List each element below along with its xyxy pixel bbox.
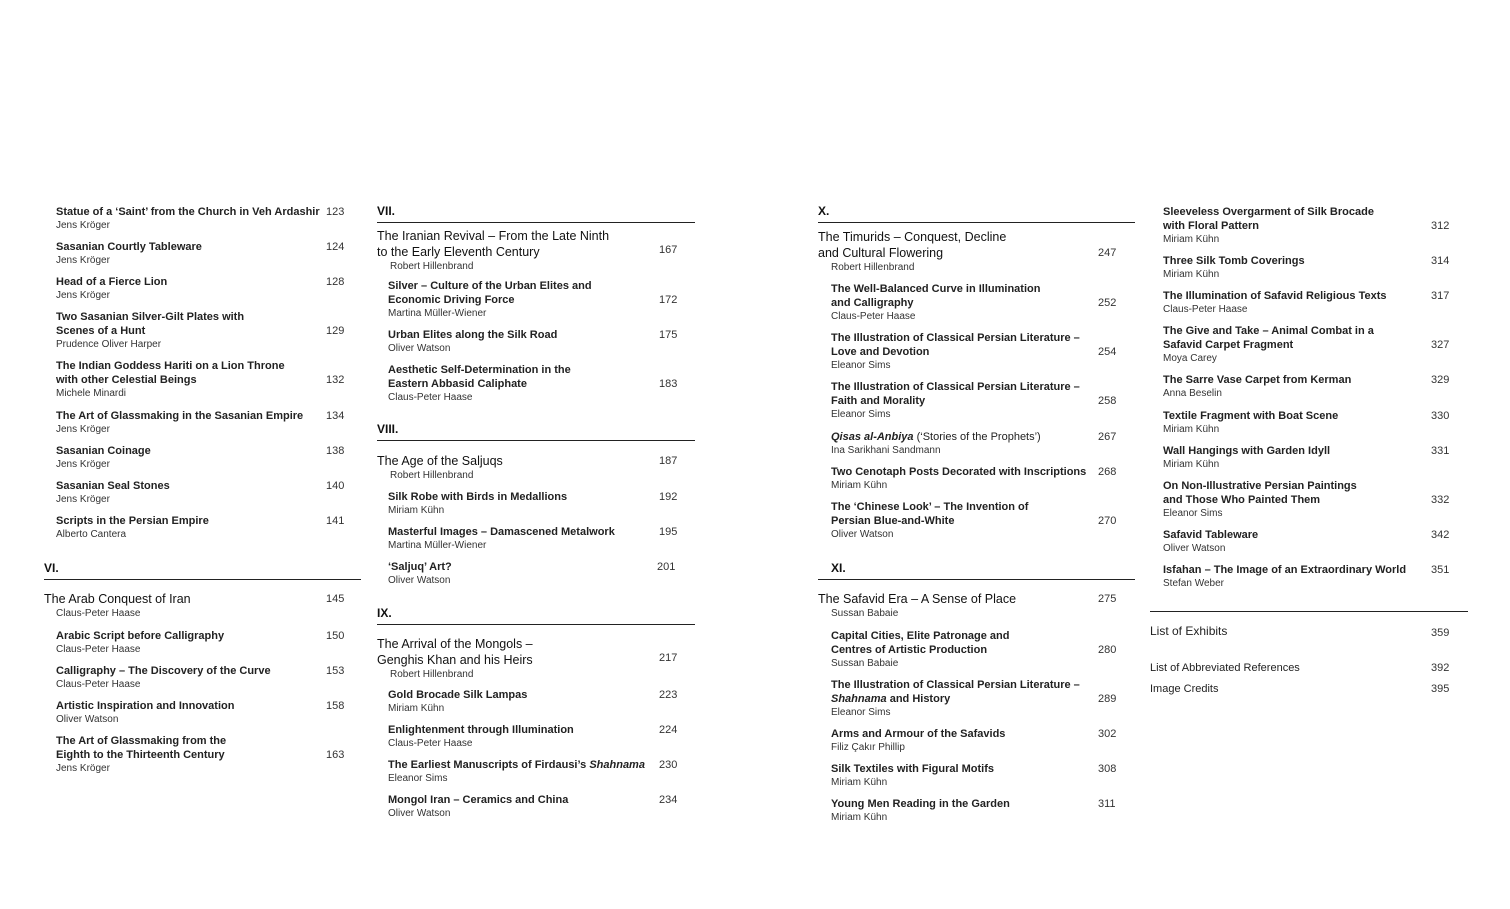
entry-author: Oliver Watson (388, 575, 451, 586)
entry-title: The ‘Chinese Look’ – The Invention of (831, 501, 1029, 513)
entry-title-text: The Earliest Manuscripts of Firdausi’s (388, 759, 587, 771)
page-number: 129 (326, 325, 345, 337)
entry-author: Prudence Oliver Harper (56, 339, 162, 350)
entry-author: Miriam Kühn (831, 812, 888, 823)
entry-title-line2: Scenes of a Hunt (56, 325, 146, 337)
toc-entry[interactable] (1163, 373, 1351, 401)
chapter-author: Claus-Peter Haase (56, 608, 141, 619)
page-number: 329 (1431, 374, 1450, 386)
page-number: 234 (659, 794, 678, 806)
chapter-entry[interactable] (377, 453, 503, 483)
entry-title: Textile Fragment with Boat Scene (1163, 410, 1339, 422)
entry-title: Sasanian Courtly Tableware (56, 241, 202, 253)
entry-title-line2: Eastern Abbasid Caliphate (388, 378, 527, 390)
page-number: 270 (1098, 515, 1117, 527)
entry-author: Miriam Kühn (831, 777, 888, 788)
entry-title: Sasanian Coinage (56, 445, 151, 457)
page-number: 254 (1098, 346, 1117, 358)
page-number: 124 (326, 241, 345, 253)
entry-title-line2: and Those Who Painted Them (1163, 494, 1321, 506)
toc-entry[interactable] (831, 762, 994, 790)
page-number: 145 (326, 593, 345, 605)
chapter-title: The Safavid Era – A Sense of Place (818, 592, 1017, 606)
toc-entry[interactable] (831, 629, 1010, 671)
page-number: 187 (659, 455, 678, 467)
entry-title: The Sarre Vase Carpet from Kerman (1163, 374, 1352, 386)
toc-entry[interactable] (388, 279, 592, 321)
chapter-title-line2: Genghis Khan and his Heirs (377, 653, 533, 667)
entry-author: Martina Müller-Wiener (388, 540, 487, 551)
entry-author: Eleanor Sims (831, 409, 891, 420)
page-number: 359 (1431, 627, 1450, 639)
chapter-author: Robert Hillenbrand (390, 470, 474, 481)
entry-title: List of Abbreviated References (1150, 662, 1300, 674)
entry-title: Head of a Fierce Lion (56, 276, 168, 288)
entry-author: Oliver Watson (831, 529, 894, 540)
entry-title-line2: Faith and Morality (831, 395, 926, 407)
page-number: 167 (659, 244, 678, 256)
entry-author: Miriam Kühn (1163, 459, 1220, 470)
entry-title-line2: with other Celestial Beings (56, 374, 197, 386)
section-number: IX. (377, 606, 392, 620)
page-number: 201 (657, 561, 676, 573)
back-matter-entry[interactable] (1150, 682, 1218, 696)
page-number: 175 (659, 329, 678, 341)
section-number: VI. (44, 561, 59, 575)
chapter-author: Robert Hillenbrand (390, 261, 474, 272)
page-number: 132 (326, 374, 345, 386)
entry-author: Oliver Watson (56, 714, 119, 725)
entry-title: The Illustration of Classical Persian Literature – (831, 381, 1080, 393)
entry-title: Arabic Script before Calligraphy (56, 630, 225, 642)
entry-title-line2: Centres of Artistic Production (831, 644, 988, 656)
entry-author: Miriam Kühn (1163, 269, 1220, 280)
chapter-title: The Iranian Revival – From the Late Ninth (377, 229, 610, 243)
toc-entry[interactable] (56, 409, 303, 437)
entry-author: Claus-Peter Haase (388, 738, 473, 749)
chapter-author: Robert Hillenbrand (831, 262, 915, 273)
toc-entry[interactable] (831, 380, 1080, 422)
entry-title-italic: Shahnama (589, 759, 645, 771)
entry-title: The Illustration of Classical Persian Literature – (831, 679, 1080, 691)
page-number: 311 (1098, 798, 1116, 810)
toc-entry[interactable] (831, 465, 1086, 493)
section-divider (818, 579, 1135, 580)
page-number: 223 (659, 689, 678, 701)
toc-entry[interactable] (831, 678, 1080, 720)
entry-author: Martina Müller-Wiener (388, 308, 487, 319)
page-number: 150 (326, 630, 345, 642)
page-number: 308 (1098, 763, 1117, 775)
entry-title: The Illustration of Classical Persian Literature – (831, 332, 1080, 344)
page-number: 312 (1431, 220, 1450, 232)
toc-entry[interactable] (388, 758, 645, 786)
entry-title: Masterful Images – Damascened Metalwork (388, 526, 615, 538)
entry-title: List of Exhibits (1150, 624, 1228, 638)
entry-author: Ina Sarikhani Sandmann (831, 445, 941, 456)
chapter-title: The Timurids – Conquest, Decline (818, 230, 1007, 244)
entry-author: Claus-Peter Haase (56, 679, 141, 690)
chapter-title: The Age of the Saljuqs (377, 454, 503, 468)
entry-title: Aesthetic Self-Determination in the (388, 364, 571, 376)
chapter-title-line2: to the Early Eleventh Century (377, 245, 540, 259)
toc-entry[interactable] (56, 205, 320, 233)
entry-title: Wall Hangings with Garden Idyll (1163, 445, 1331, 457)
entry-title-line2: Eighth to the Thirteenth Century (56, 749, 225, 761)
page-number: 267 (1098, 431, 1117, 443)
entry-title-line2: Safavid Carpet Fragment (1163, 339, 1294, 351)
entry-author: Miriam Kühn (1163, 424, 1220, 435)
page-number: 195 (659, 526, 678, 538)
page-number: 217 (659, 652, 678, 664)
toc-entry[interactable] (388, 525, 615, 553)
page-number: 331 (1431, 445, 1450, 457)
page-number: 158 (326, 700, 345, 712)
toc-entry[interactable] (388, 793, 568, 821)
toc-entry[interactable] (56, 275, 167, 303)
entry-title-line2: Economic Driving Force (388, 294, 515, 306)
entry-title-line2: Persian Blue-and-White (831, 515, 955, 527)
toc-entry[interactable] (388, 363, 571, 405)
entry-author: Moya Carey (1163, 353, 1217, 364)
toc-entry[interactable] (831, 797, 1010, 825)
page-number: 395 (1431, 683, 1450, 695)
entry-title (388, 758, 645, 772)
entry-title: Three Silk Tomb Coverings (1163, 255, 1305, 267)
entry-title-line2: with Floral Pattern (1163, 220, 1259, 232)
entry-title: Isfahan – The Image of an Extraordinary World (1163, 564, 1407, 576)
page-number: 342 (1431, 529, 1450, 541)
entry-author: Miriam Kühn (831, 480, 888, 491)
toc-entry[interactable] (1163, 444, 1330, 472)
toc-entry[interactable] (1163, 409, 1338, 437)
entry-author: Michele Minardi (56, 388, 127, 399)
toc-entry[interactable] (56, 699, 234, 727)
section-divider (1150, 611, 1468, 612)
entry-title-italic: Qisas al-Anbiya (831, 431, 914, 443)
entry-title: The Illumination of Safavid Religious Texts (1163, 290, 1387, 302)
entry-title-italic: Shahnama (831, 693, 887, 705)
entry-author: Miriam Kühn (1163, 234, 1220, 245)
chapter-title: The Arrival of the Mongols – (377, 637, 533, 651)
entry-author: Jens Kröger (56, 459, 110, 470)
entry-author: Eleanor Sims (831, 707, 891, 718)
page-number: 224 (659, 724, 678, 736)
toc-entry[interactable] (1163, 254, 1305, 282)
entry-title-line2 (831, 692, 1080, 706)
toc-entry[interactable] (831, 727, 1005, 755)
page-number: 330 (1431, 410, 1450, 422)
toc-entry[interactable] (388, 688, 527, 716)
entry-author: Claus-Peter Haase (388, 392, 473, 403)
page-number: 392 (1431, 662, 1450, 674)
chapter-title-line2: and Cultural Flowering (818, 246, 944, 260)
entry-title: Capital Cities, Elite Patronage and (831, 630, 1010, 642)
page-number: 302 (1098, 728, 1117, 740)
entry-title: Silk Textiles with Figural Motifs (831, 763, 994, 775)
entry-title: The Art of Glassmaking from the (56, 735, 227, 747)
entry-author: Oliver Watson (388, 343, 451, 354)
entry-title: Urban Elites along the Silk Road (388, 329, 558, 341)
entry-title: Young Men Reading in the Garden (831, 798, 1010, 810)
chapter-author: Robert Hillenbrand (390, 669, 474, 680)
entry-author: Jens Kröger (56, 290, 110, 301)
entry-title: Enlightenment through Illumination (388, 724, 574, 736)
section-divider (377, 222, 695, 223)
entry-title: ‘Saljuq’ Art? (388, 561, 452, 573)
entry-author: Alberto Cantera (56, 529, 127, 540)
entry-author: Jens Kröger (56, 763, 110, 774)
page-number: 153 (326, 665, 345, 677)
toc-entry[interactable] (388, 490, 567, 518)
entry-author: Oliver Watson (1163, 543, 1226, 554)
page-number: 327 (1431, 339, 1450, 351)
entry-author: Miriam Kühn (388, 703, 445, 714)
toc-entry[interactable] (56, 444, 151, 472)
entry-title: The Art of Glassmaking in the Sasanian Empire (56, 410, 304, 422)
entry-author: Anna Beselin (1163, 388, 1222, 399)
toc-entry[interactable] (56, 629, 224, 657)
chapter-entry[interactable] (44, 591, 191, 621)
entry-author: Jens Kröger (56, 220, 110, 231)
entry-title: Sleeveless Overgarment of Silk Brocade (1163, 206, 1374, 218)
entry-title-text: (‘Stories of the Prophets’) (916, 431, 1041, 443)
section-number: VII. (377, 204, 396, 218)
toc-entry[interactable] (1163, 289, 1387, 317)
page-number: 252 (1098, 297, 1117, 309)
section-number: VIII. (377, 422, 399, 436)
toc-entry[interactable] (56, 240, 202, 268)
entry-title: Two Sasanian Silver-Gilt Plates with (56, 311, 245, 323)
section-number: XI. (831, 561, 846, 575)
entry-author: Jens Kröger (56, 255, 110, 266)
entry-title: Scripts in the Persian Empire (56, 515, 209, 527)
entry-title: Image Credits (1150, 683, 1219, 695)
chapter-author: Sussan Babaie (831, 608, 899, 619)
toc-entry[interactable] (56, 359, 285, 401)
page-number: 351 (1431, 564, 1450, 576)
entry-title: The Give and Take – Animal Combat in a (1163, 325, 1374, 337)
page-number: 172 (659, 294, 678, 306)
entry-title: Safavid Tableware (1163, 529, 1259, 541)
entry-title: The Indian Goddess Hariti on a Lion Throne (56, 360, 285, 372)
entry-title: Sasanian Seal Stones (56, 480, 170, 492)
entry-author: Sussan Babaie (831, 658, 899, 669)
entry-title: Calligraphy – The Discovery of the Curve (56, 665, 271, 677)
entry-author: Filiz Çakır Phillip (831, 742, 905, 753)
toc-entry[interactable] (56, 664, 271, 692)
toc-entry[interactable] (56, 479, 170, 507)
entry-title-line2: Love and Devotion (831, 346, 930, 358)
entry-author: Claus-Peter Haase (831, 311, 916, 322)
toc-entry[interactable] (56, 514, 209, 542)
toc-entry[interactable] (56, 310, 244, 352)
entry-title: Two Cenotaph Posts Decorated with Inscriptions (831, 466, 1087, 478)
entry-author: Claus-Peter Haase (1163, 304, 1248, 315)
chapter-entry[interactable] (818, 591, 1016, 621)
chapter-title: The Arab Conquest of Iran (44, 592, 191, 606)
toc-entry[interactable] (1163, 324, 1374, 366)
toc-entry[interactable] (831, 500, 1028, 542)
entry-author: Miriam Kühn (388, 505, 445, 516)
entry-title: On Non-Illustrative Persian Paintings (1163, 480, 1357, 492)
toc-entry[interactable] (831, 331, 1080, 373)
toc-entry[interactable] (1163, 563, 1406, 591)
back-matter-entry[interactable] (1150, 661, 1300, 675)
section-divider (818, 222, 1135, 223)
page-number: 163 (326, 749, 345, 761)
section-divider (377, 440, 695, 441)
entry-author: Stefan Weber (1163, 578, 1224, 589)
section-divider (44, 579, 361, 580)
entry-title: Arms and Armour of the Safavids (831, 728, 1006, 740)
entry-author: Oliver Watson (388, 808, 451, 819)
entry-title-text: and History (889, 693, 951, 705)
toc-entry[interactable] (1163, 205, 1374, 247)
page-number: 280 (1098, 644, 1117, 656)
page-number: 314 (1431, 255, 1450, 267)
entry-author: Eleanor Sims (388, 773, 448, 784)
entry-author: Jens Kröger (56, 424, 110, 435)
page-number: 134 (326, 410, 345, 422)
page-number: 275 (1098, 593, 1117, 605)
entry-author: Claus-Peter Haase (56, 644, 141, 655)
entry-title: Silk Robe with Birds in Medallions (388, 491, 568, 503)
page-number: 183 (659, 378, 678, 390)
page-number: 138 (326, 445, 345, 457)
page-number: 247 (1098, 247, 1117, 259)
page-number: 289 (1098, 693, 1117, 705)
toc-entry[interactable] (1163, 528, 1258, 556)
toc-entry[interactable] (831, 430, 1041, 458)
back-matter-entry[interactable] (1150, 624, 1227, 638)
entry-title: The Well-Balanced Curve in Illumination (831, 283, 1041, 295)
toc-entry[interactable] (388, 560, 452, 588)
page-number: 230 (659, 759, 678, 771)
toc-entry[interactable] (388, 328, 557, 356)
toc-entry[interactable] (388, 723, 574, 751)
entry-title: Statue of a ‘Saint’ from the Church in Veh Ardashir (56, 206, 320, 218)
entry-title: Mongol Iran – Ceramics and China (388, 794, 569, 806)
entry-author: Jens Kröger (56, 494, 110, 505)
entry-author: Eleanor Sims (1163, 508, 1223, 519)
page-number: 268 (1098, 466, 1117, 478)
toc-entry[interactable] (56, 734, 226, 776)
entry-title: Artistic Inspiration and Innovation (56, 700, 235, 712)
entry-title: Silver – Culture of the Urban Elites and (388, 280, 592, 292)
page-number: 258 (1098, 395, 1117, 407)
toc-entry[interactable] (1163, 479, 1357, 521)
entry-title: Gold Brocade Silk Lampas (388, 689, 528, 701)
page-number: 141 (326, 515, 345, 527)
section-divider (377, 624, 695, 625)
toc-entry[interactable] (831, 282, 1040, 324)
entry-title (831, 430, 1041, 444)
chapter-entry[interactable] (818, 229, 1006, 275)
entry-author: Eleanor Sims (831, 360, 891, 371)
page-number: 317 (1431, 290, 1450, 302)
chapter-entry[interactable] (377, 636, 533, 682)
section-number: X. (818, 204, 830, 218)
page-number: 332 (1431, 494, 1450, 506)
page-number: 140 (326, 480, 345, 492)
entry-title-line2: and Calligraphy (831, 297, 914, 309)
chapter-entry[interactable] (377, 228, 609, 274)
page-number: 123 (326, 206, 345, 218)
page-number: 192 (659, 491, 678, 503)
page-number: 128 (326, 276, 345, 288)
